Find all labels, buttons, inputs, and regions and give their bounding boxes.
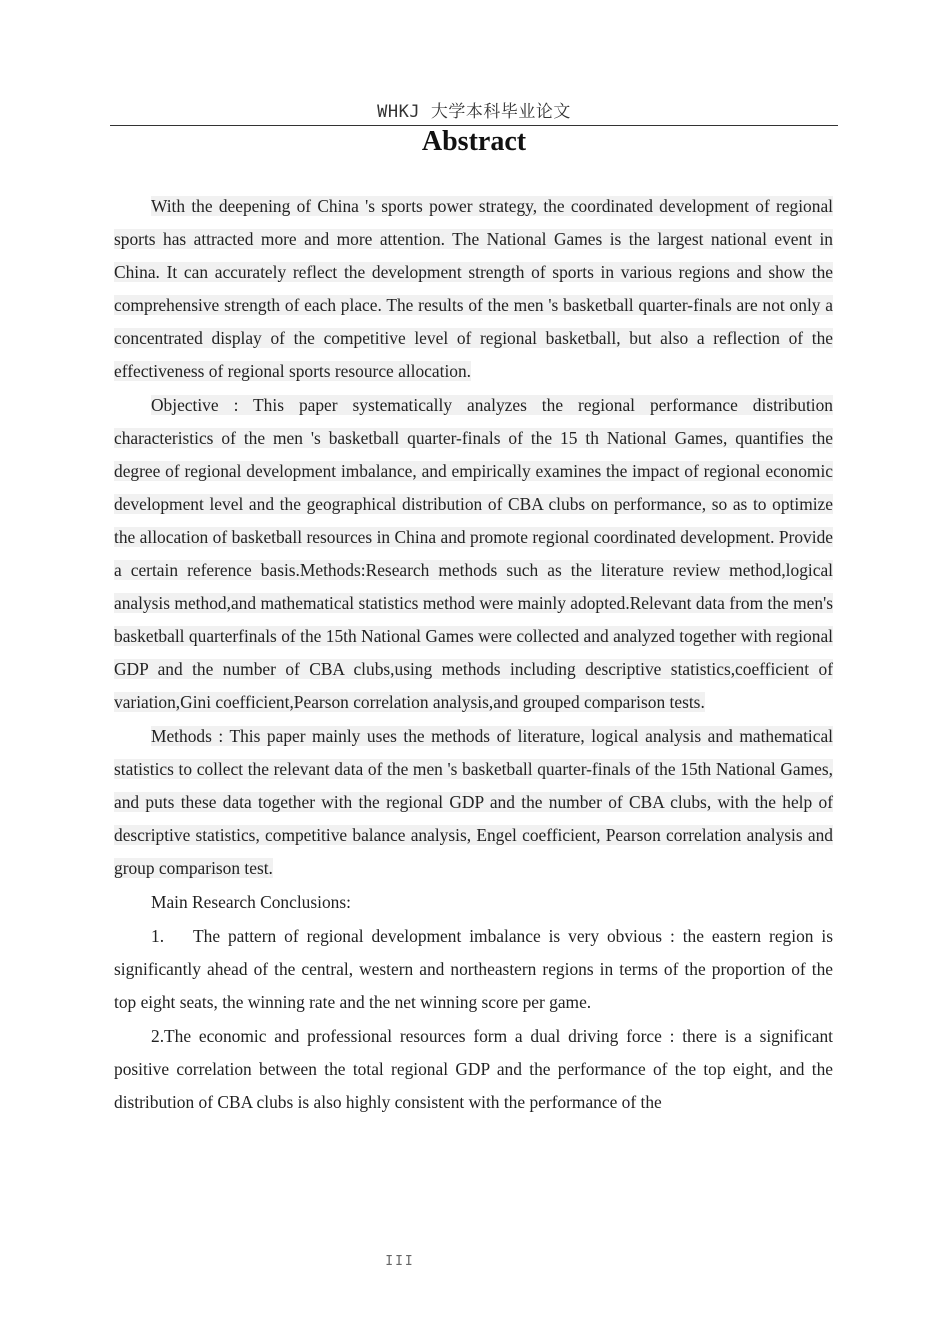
conclusion-item-1: 1. The pattern of regional development imbalance is very obvious : the eastern region is significantly ahead of the central, western and northeastern regions in terms of the proportion of the top eight seats, the winning rate and the net winning score per game. — [114, 920, 833, 1019]
paragraph-conclusions-heading: Main Research Conclusions: — [151, 892, 351, 912]
paragraph-methods: Methods : This paper mainly uses the methods of literature, logical analysis and mathematical statistics to collect the relevant data of the men 's basketball quarter-finals of the 15th National Games, and puts these data together with the regional GDP and the number of CBA clubs, with the help of descriptive statistics, competitive balance analysis, Engel coefficient, Pearson correlation analysis and group comparison test. — [114, 726, 833, 878]
paragraph-intro: With the deepening of China 's sports power strategy, the coordinated development of regional sports has attracted more and more attention. The National Games is the largest national event in China. It can accurately reflect the development strength of sports in various regions and show the comprehensive strength of each place. The results of the men 's basketball quarter-finals are not only a concentrated display of the competitive level of regional basketball, but also a reflection of the effectiveness of regional sports resource allocation. — [114, 196, 833, 381]
paragraph-objective: Objective : This paper systematically analyzes the regional performance distribution characteristics of the men 's basketball quarter-finals of the 15 th National Games, quantifies the degree of regional development imbalance, and empirically examines the impact of regional economic development level and the geographical distribution of CBA clubs on performance, so as to optimize the allocation of basketball resources in China and promote regional coordinated development. Provide a certain reference basis.Methods:Research methods such as the literature review method,logical analysis method,and mathematical statistics method were mainly adopted.Relevant data from the men's basketball quarterfinals of the 15th National Games were collected and analyzed together with regional GDP and the number of CBA clubs,using methods including descriptive statistics,coefficient of variation,Gini coefficient,Pearson correlation analysis,and grouped comparison tests. — [114, 395, 833, 712]
running-header: WHKJ 大学本科毕业论文 — [377, 102, 571, 122]
page-number: III — [385, 1254, 415, 1269]
list-number: 1. — [151, 926, 165, 946]
conclusion-item-2: 2.The economic and professional resources form a dual driving force : there is a significant positive correlation between the total regional GDP and the performance of the top eight, and the distribution of CBA clubs is also highly consistent with the performance of the — [114, 1026, 833, 1112]
abstract-title: Abstract — [421, 126, 527, 157]
abstract-body — [114, 190, 833, 1120]
